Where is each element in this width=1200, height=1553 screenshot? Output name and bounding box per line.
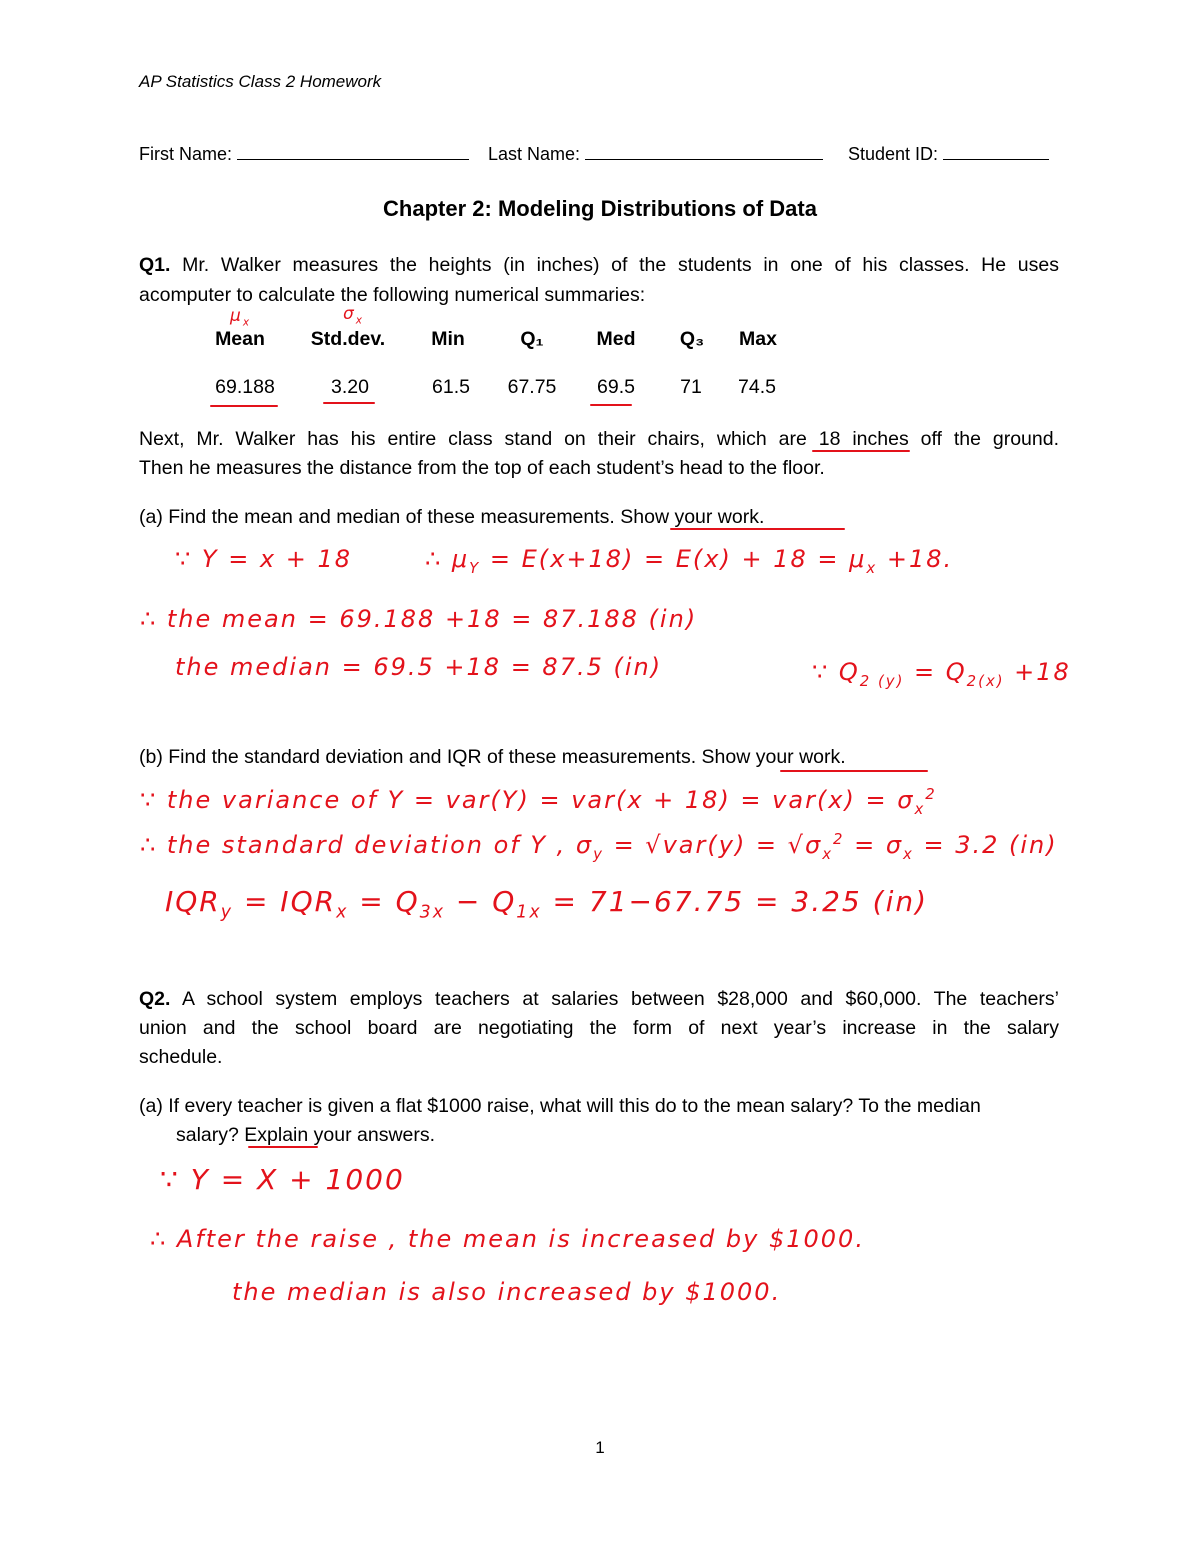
table-value-q1: 67.75 bbox=[507, 376, 557, 398]
last-name-label: Last Name: bbox=[488, 144, 581, 164]
q1-part-b-prompt: (b) Find the standard deviation and IQR of these measurements. Show your work. bbox=[139, 746, 846, 768]
q1-text-line1 bbox=[139, 250, 1059, 280]
student-id-label: Student ID: bbox=[848, 144, 939, 164]
underline-stddev bbox=[323, 402, 375, 404]
answer-a-line3: the median = 69.5 +18 = 87.5 (in) bbox=[175, 653, 663, 681]
answer-a-line2: ∴ the mean = 69.188 +18 = 87.188 (in) bbox=[140, 605, 698, 633]
answer-a-median-note: ∵ $Q_{2 (y)} = Q_{2(x)} +18$ bbox=[812, 658, 1071, 690]
table-value-max: 74.5 bbox=[738, 376, 776, 398]
sd-annotation: $\sigma_x$ bbox=[343, 304, 365, 327]
table-value-q3: 71 bbox=[680, 376, 702, 398]
last-name-blank[interactable] bbox=[585, 143, 823, 160]
q1-next-line1: Next, Mr. Walker has his entire class stand on their chairs, which are 18 inches off the ground. bbox=[139, 428, 1059, 450]
q2-text-line3: schedule. bbox=[139, 1046, 223, 1068]
mean-annotation: $\mu_x$ bbox=[230, 306, 252, 329]
document-header: AP Statistics Class 2 Homework bbox=[139, 72, 382, 91]
answer-a-line1-right: ∴ $\mu_Y = E(x+18) = E(x) + 18 = \mu_x +18$. bbox=[425, 545, 954, 577]
table-header-stddev: Std.dev. bbox=[310, 328, 386, 350]
underline-show-work-a bbox=[670, 528, 845, 530]
student-id-field[interactable] bbox=[848, 143, 1049, 165]
table-header-q3: Q₃ bbox=[679, 328, 705, 350]
answer-b-line1: ∵ the variance of $Y = var(Y) = var(x + 18) = var(x) = \sigma_x^2$ bbox=[140, 785, 937, 818]
underline-18-inches bbox=[812, 450, 910, 452]
underline-mean bbox=[210, 405, 278, 407]
q2-text-line2: union and the school board are negotiating the form of next year’s increase in the salary bbox=[139, 1017, 1059, 1039]
q2-answer-line3: the median is also increased by $1000. bbox=[232, 1278, 782, 1306]
answer-a-line1-left: ∵ Y = x + 18 bbox=[175, 545, 353, 573]
q2-text-1: A school system employs teachers at salaries between $28,000 and $60,000. The teachers’ bbox=[170, 988, 1059, 1010]
q2-part-a-line2: salary? Explain your answers. bbox=[176, 1124, 436, 1146]
underline-show-work-b bbox=[780, 770, 928, 772]
q2-answer-line1: ∵ Y = X + 1000 bbox=[160, 1163, 405, 1196]
page-number: 1 bbox=[595, 1438, 605, 1457]
table-value-mean: 69.188 bbox=[215, 376, 275, 398]
table-header-max: Max bbox=[739, 328, 777, 350]
table-value-stddev: 3.20 bbox=[331, 376, 369, 398]
first-name-field[interactable] bbox=[139, 143, 469, 165]
last-name-field[interactable] bbox=[488, 143, 823, 165]
q1-text-1: Mr. Walker measures the heights (in inches) of the students in one of his classes. He uses bbox=[170, 254, 1059, 276]
student-id-blank[interactable] bbox=[943, 143, 1049, 160]
q2-number: Q2. bbox=[139, 988, 171, 1010]
first-name-label: First Name: bbox=[139, 144, 233, 164]
underline-explain bbox=[248, 1146, 318, 1148]
table-value-min: 61.5 bbox=[432, 376, 470, 398]
answer-b-line3: $IQR_y = IQR_x = Q_{3x} - Q_{1x} = 71-67.75 = 3.25$ (in) bbox=[165, 885, 929, 923]
table-header-mean: Mean bbox=[215, 328, 265, 350]
q1-part-a-prompt: (a) Find the mean and median of these measurements. Show your work. bbox=[139, 506, 765, 528]
first-name-blank[interactable] bbox=[237, 143, 469, 160]
table-header-med: Med bbox=[596, 328, 636, 350]
q1-number: Q1. bbox=[139, 254, 171, 276]
q2-answer-line2: ∴ After the raise , the mean is increased by $1000. bbox=[150, 1225, 865, 1253]
chapter-title: Chapter 2: Modeling Distributions of Data bbox=[383, 196, 817, 221]
q1-text-line2: acomputer to calculate the following numerical summaries: bbox=[139, 284, 646, 306]
table-value-med: 69.5 bbox=[597, 376, 635, 398]
q1-next-line2: Then he measures the distance from the top of each student’s head to the floor. bbox=[139, 457, 825, 479]
table-header-q1: Q₁ bbox=[520, 328, 544, 350]
q2-text-line1 bbox=[139, 984, 1059, 1014]
underline-med bbox=[590, 404, 632, 406]
q2-part-a-line1: (a) If every teacher is given a flat $1000 raise, what will this do to the mean salary? To the median bbox=[139, 1095, 981, 1117]
answer-b-line2: ∴ the standard deviation of Y , $\sigma_y = √var(y) = √\sigma_x^2 = \sigma_x = 3.2$ (in) bbox=[140, 830, 1058, 863]
table-header-min: Min bbox=[431, 328, 465, 350]
